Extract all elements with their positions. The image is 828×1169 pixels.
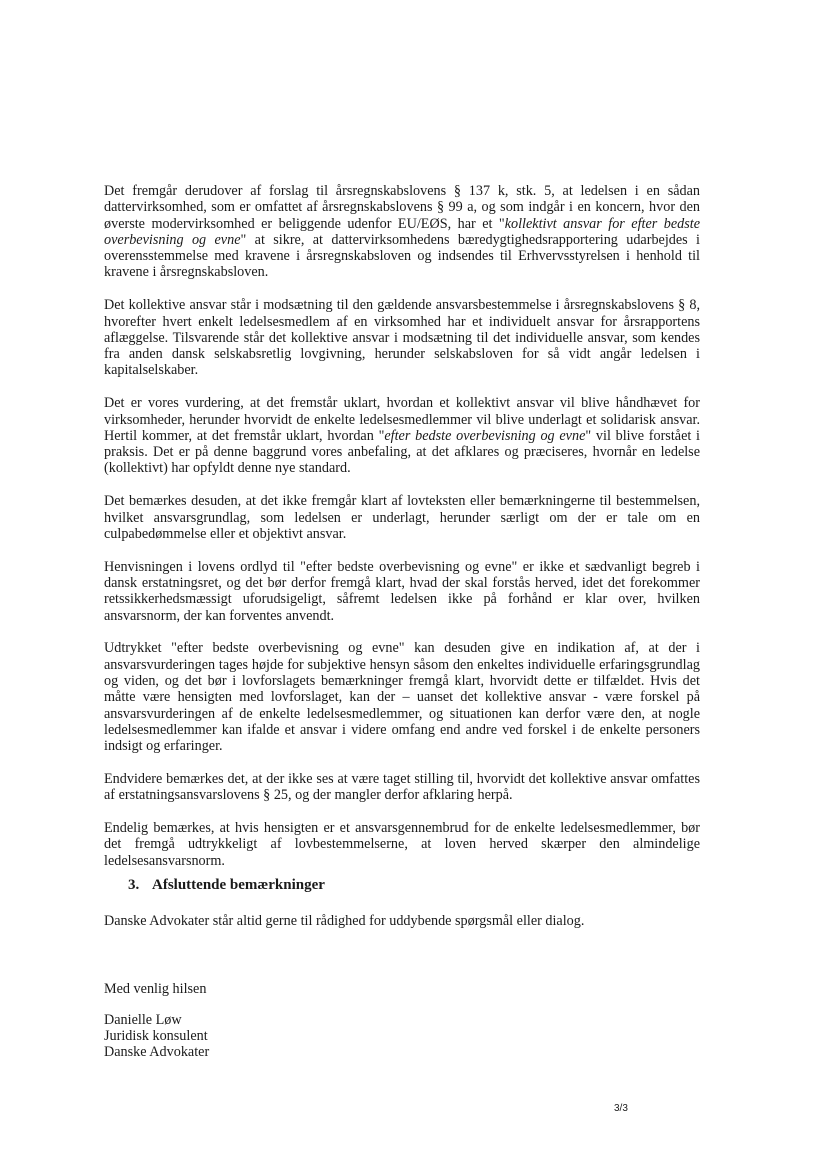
paragraph-3: Det er vores vurdering, at det fremstår uklart, hvordan et kollektivt ansvar vil blive håndhævet for virksomheder, herunder hvorvidt de enkelte ledelsesmedlemmer vil blive underlagt et solidarisk ansvar. Hertil kommer, at det fremstår uklart, hvordan "efter bedste overbevisning og evne" vil blive forstået i praksis. Det er på denne baggrund vores anbefaling, at det afklares og præciseres, hvornår en ledelse (kollektivt) har opfyldt denne nye standard. <box>104 395 700 477</box>
italic-quote: kollektivt ansvar for efter bedste overbevisning og evne <box>104 215 700 248</box>
section-title: Afsluttende bemærkninger <box>152 877 325 893</box>
paragraph-5: Henvisningen i lovens ordlyd til "efter bedste overbevisning og evne" er ikke et sædvanligt begreb i dansk erstatningsret, og det bør derfor fremgå klart, hvad der skal forstås herved, idet det forekommer retssikkerhedsmæssigt uforudsigeligt, såfremt ledelsen ikke på forhånd er klar over, hvilken ansvarsnorm, der kan forventes anvendt. <box>104 558 700 624</box>
page-number: 3/3 <box>614 1103 628 1114</box>
paragraph-1: Det fremgår derudover af forslag til årsregnskabslovens § 137 k, stk. 5, at ledelsen i en sådan dattervirksomhed, som er omfattet af årsregnskabslovens § 99 a, og som indgår i en koncern, hvor den øverste modervirksomhed er beliggende udenfor EU/EØS, har et "kollektivt ansvar for efter bedste overbevisning og evne" at sikre, at dattervirksomhedens bæredygtighedsrapportering udarbejdes i overensstemmelse med kravene i årsregnskabsloven og indsendes til Erhvervsstyrelsen i henhold til kravene i årsregnskabsloven. <box>104 183 701 281</box>
signatory-name: Danielle Løw <box>104 1012 182 1028</box>
signatory-title: Juridisk konsulent <box>104 1028 208 1045</box>
greeting: Med venlig hilsen <box>104 981 207 997</box>
italic-quote: efter bedste overbevisning og evne <box>384 427 586 444</box>
paragraph-4: Det bemærkes desuden, at det ikke fremgår klart af lovteksten eller bemærkningerne til bestemmelsen, hvilket ansvarsgrundlag, som ledelsen er underlagt, herunder særligt om der er tale om en culpabedømmelse eller et objektivt ansvar. <box>104 493 700 542</box>
signatory-organization: Danske Advokater <box>104 1044 210 1061</box>
paragraph-8: Endelig bemærkes, at hvis hensigten er et ansvarsgennembrud for de enkelte ledelsesmedlemmer, bør det fremgå udtrykkeligt af lovbestemmelserne, at loven herved skærper den almindelige ledelsesansvarsnorm. <box>104 820 700 869</box>
paragraph-7: Endvidere bemærkes det, at der ikke ses at være taget stilling til, hvorvidt det kollektive ansvar omfattes af erstatningsansvarslovens § 25, og der mangler derfor afklaring herpå. <box>104 770 700 804</box>
paragraph-6: Udtrykket "efter bedste overbevisning og evne" kan desuden give en indikation af, at der i ansvarsvurderingen tages højde for subjektive hensyn såsom den enkeltes individuelle erfaringsgrundlag og viden, og det bør i lovforslagets bemærkninger fremgå klart, hvorvidt dette er tilfældet. Hvis det måtte være hensigten med lovforslaget, kan der – uanset det kollektive ansvar - være forskel på ansvarsvurderingen af de enkelte ledelsesmedlemmer, og situationen kan derfor være den, at nogle ledelsesmedlemmer kan ifalde et ansvar i videre omfang end andre ved forskel i de enkelte personers indsigt og erfaringer. <box>104 640 700 755</box>
section-heading <box>128 877 325 894</box>
section-number: 3. <box>128 877 140 893</box>
signature-block <box>104 1012 209 1061</box>
body-text <box>104 183 700 885</box>
closing-text: Danske Advokater står altid gerne til rådighed for uddybende spørgsmål eller dialog. <box>104 913 585 929</box>
paragraph-2: Det kollektive ansvar står i modsætning til den gældende ansvarsbestemmelse i årsregnskabslovens § 8, hvorefter hvert enkelt ledelsesmedlem af en virksomhed har et individuelt ansvar for årsrapportens aflæggelse. Tilsvarende står det kollektive ansvar i modsætning til det individuelle ansvar, som kendes fra anden dansk selskabsretlig lovgivning, herunder selskabsloven for så vidt angår ledelsen i kapitalselskaber. <box>104 297 700 379</box>
